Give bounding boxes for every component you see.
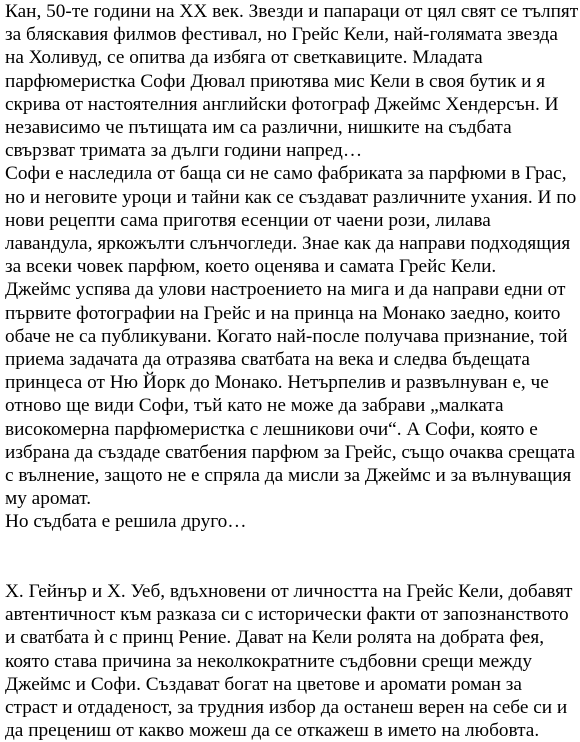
review-paragraph: [5, 580, 578, 742]
text-line: която става причина за неколкократните съдбовни срещи между: [5, 650, 533, 672]
text-line: лавандула, яркожълти слънчогледи. Знае как да направи подходящия: [5, 233, 571, 255]
text-line: Джеймс и Софи. Създават богат на цветове и аромати роман за: [5, 673, 522, 695]
synopsis-paragraph-3: [5, 278, 578, 510]
text-line: първите фотографии на Грейс и на принца на Монако заедно, които: [5, 302, 561, 324]
text-line: страст и отдаденост, за трудния избор да останеш верен на себе си и: [5, 697, 568, 719]
text-line: Софи е наследила от баща си не само фабриката за парфюми в Грас,: [5, 163, 567, 185]
text-line: приема задачата да отразява сватбата на века и следва бъдещата: [5, 349, 530, 371]
text-line: отново ще види Софи, тъй като не може да забрави „малката: [5, 395, 504, 417]
text-line: Кан, 50-те години на XX век. Звезди и папараци от цял свят се тълпят: [5, 1, 579, 22]
text-line: обаче не са публикувани. Когато най-после получава признание, той: [5, 325, 568, 347]
text-line: избрана да създаде сватбения парфюм за Грейс, също очаква срещата: [5, 441, 576, 463]
text-line: принцеса от Ню Йорк до Монако. Нетърпелив и развълнуван е, че: [5, 372, 549, 394]
text-line: независимо че пътищата им са различни, нишките на съдбата: [5, 117, 512, 139]
text-line: на Холивуд, се опитва да избяга от светкавиците. Младата: [5, 47, 483, 69]
text-line: за всеки човек парфюм, което оценява и самата Грейс Кели.: [5, 256, 497, 278]
text-line: свързват тримата за дълги години напред…: [5, 140, 363, 162]
text-line: да прецениш от какво можеш да се откажеш в името на любовта.: [5, 720, 540, 742]
text-line: но и неговите уроци и тайни как се създават различните ухания. И по: [5, 186, 577, 208]
text-line: за бляскавия филмов фестивал, но Грейс Кели, най-голямата звезда: [5, 24, 558, 46]
synopsis-paragraph-2: [5, 162, 578, 278]
paragraph-spacer: [5, 534, 578, 580]
text-line: автентичност към разказа си с исторически факти от запознанството: [5, 604, 569, 626]
synopsis-paragraph-1: [5, 0, 578, 162]
text-line: парфюмеристка Софи Дювал приютява мис Кели в своя бутик и я: [5, 70, 546, 92]
synopsis-paragraph-4: [5, 510, 578, 533]
text-line: му аромат.: [5, 488, 92, 510]
text-line: Джеймс успява да улови настроението на мига и да направи едни от: [5, 279, 566, 301]
text-line: скрива от настоятелния английски фотограф Джеймс Хендерсън. И: [5, 93, 559, 115]
text-line: високомерна парфюмеристка с лешникови очи“. А Софи, която е: [5, 418, 538, 440]
text-line: Х. Гейнър и Х. Уеб, вдъхновени от личността на Грейс Кели, добавят: [5, 581, 573, 603]
text-line: и сватбата ѝ с принц Рение. Дават на Кели ролята на добрата фея,: [5, 627, 545, 649]
text-line: нови рецепти сама приготвя есенции от чаени рози, лилава: [5, 209, 491, 231]
text-line: с вълнение, защото не е спряла да мисли за Джеймс и за вълнуващия: [5, 465, 572, 487]
text-line: Но съдбата е решила друго…: [5, 511, 247, 533]
